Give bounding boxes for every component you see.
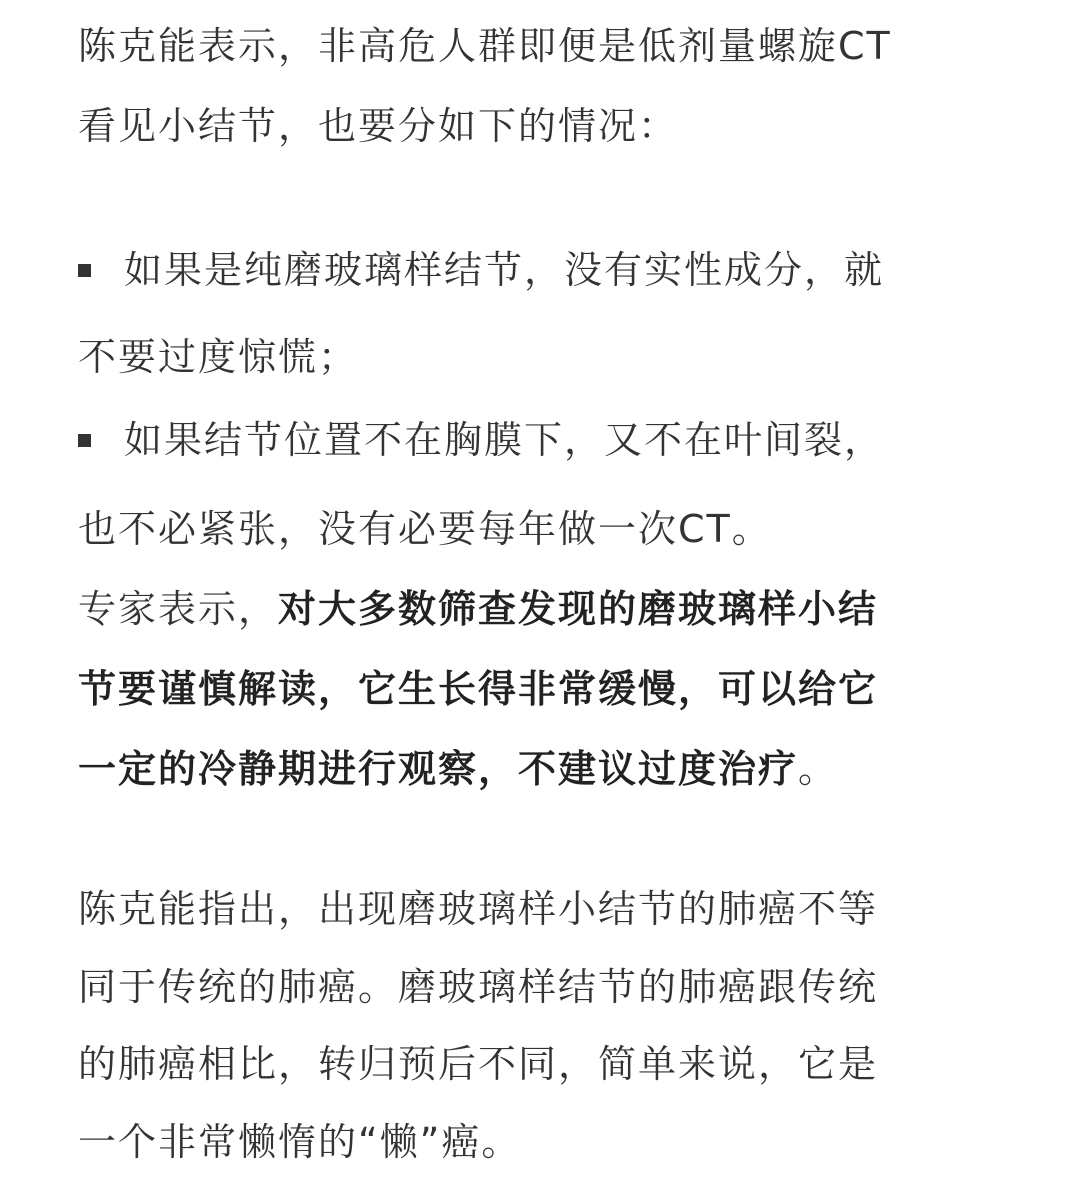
paragraph-2-line-3 bbox=[78, 745, 838, 793]
paragraph-2-bold-text-end: 一定的冷静期进行观察，不建议过度治疗 bbox=[78, 747, 799, 791]
paragraph-2-bold-text: 对大多数筛查发现的磨玻璃样小结 bbox=[278, 587, 879, 631]
paragraph-3-line-3: 的肺癌相比，转归预后不同，简单来说，它是 bbox=[78, 1042, 879, 1086]
bullet-square-icon bbox=[78, 434, 91, 447]
paragraph-2-suffix: 。 bbox=[798, 747, 839, 791]
bullet-1-line-1: 如果是纯磨玻璃样结节，没有实性成分，就 bbox=[124, 248, 885, 292]
bullet-2-line-2: 也不必紧张，没有必要每年做一次CT。 bbox=[78, 507, 772, 551]
bullet-2-line-1: 如果结节位置不在胸膜下，又不在叶间裂， bbox=[124, 418, 885, 462]
paragraph-1-line-2: 看见小结节，也要分如下的情况： bbox=[78, 104, 679, 148]
paragraph-2-prefix: 专家表示， bbox=[78, 587, 279, 631]
paragraph-1-line-1: 陈克能表示，非高危人群即便是低剂量螺旋CT bbox=[78, 24, 892, 68]
bullet-square-icon bbox=[78, 264, 91, 277]
bullet-1-line-2: 不要过度惊慌； bbox=[78, 335, 359, 379]
paragraph-3-line-2: 同于传统的肺癌。磨玻璃样结节的肺癌跟传统 bbox=[78, 965, 879, 1009]
paragraph-2-line-2: 节要谨慎解读，它生长得非常缓慢，可以给它 bbox=[78, 667, 879, 711]
paragraph-3-line-1: 陈克能指出，出现磨玻璃样小结节的肺癌不等 bbox=[78, 887, 879, 931]
paragraph-3-line-4: 一个非常懒惰的“懒”癌。 bbox=[78, 1120, 522, 1164]
paragraph-2-line-1 bbox=[78, 585, 878, 633]
